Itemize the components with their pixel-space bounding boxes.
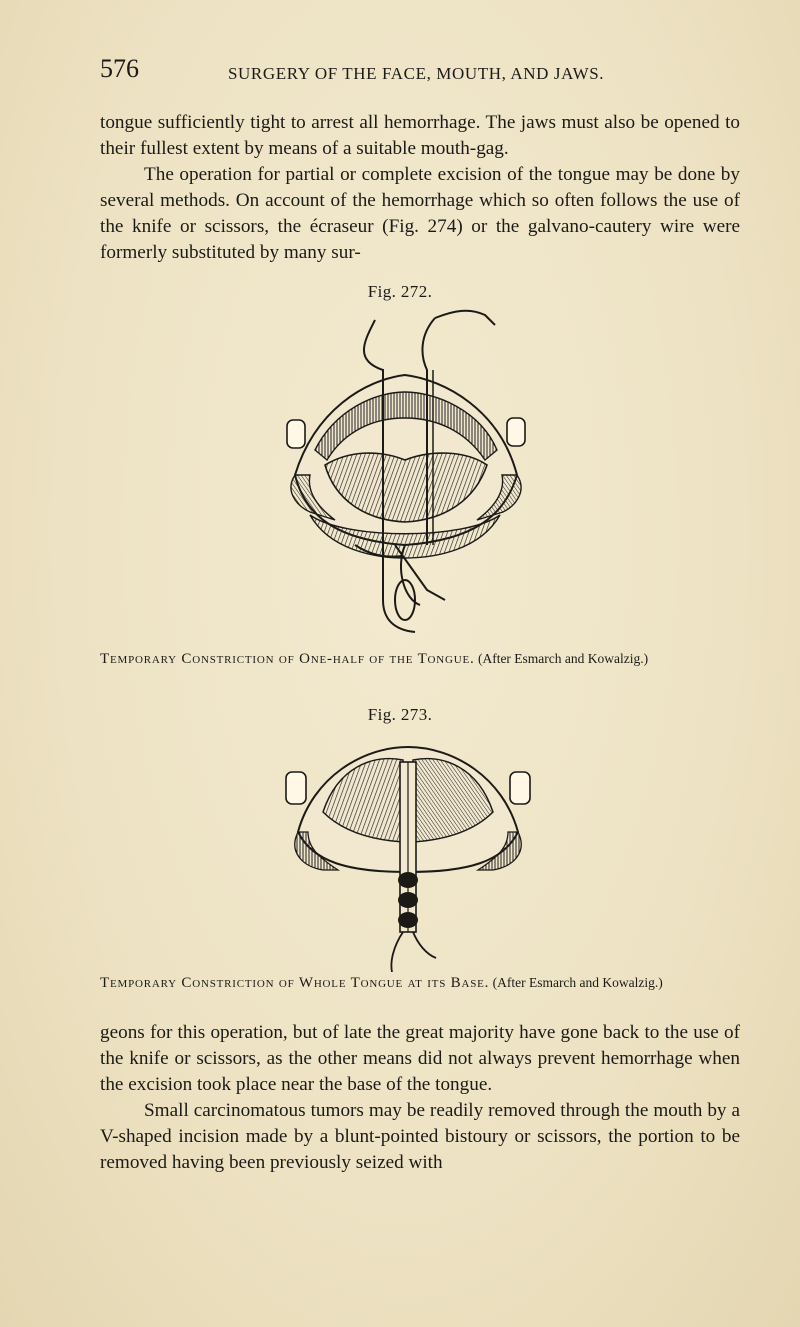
figure-273-caption (100, 975, 740, 992)
paragraph-continued-geons: geons for this operation, but of late the great majority have gone back to the use of the knife or scissors, as the other means did not always prevent hemorrhage when the excision took place near the base of the tongue. (100, 1022, 740, 1095)
figure-273-caption-title: Temporary Constriction of Whole Tongue at its Base. (100, 975, 490, 991)
figure-272-label: Fig. 272. (367, 282, 433, 301)
paragraph-small-tumors: Small carcinomatous tumors may be readily removed through the mouth by a V-shaped incision made by a blunt-pointed bistoury or scissors, the portion to be removed having been previously seized with (100, 1100, 740, 1173)
figure-272-illustration (255, 300, 555, 640)
figure-273-caption-credit: (After Esmarch and Kowalzig.) (492, 975, 663, 990)
figure-272-caption (100, 651, 740, 668)
figure-272-caption-credit: (After Esmarch and Kowalzig.) (477, 651, 649, 666)
figure-273-label: Fig. 273. (367, 705, 433, 724)
top-text-block (100, 110, 740, 266)
running-title: SURGERY OF THE FACE, MOUTH, AND JAWS. (228, 64, 605, 83)
paragraph-continued: tongue sufficiently tight to arrest all hemorrhage. The jaws must also be opened to their fullest extent by means of a suitable mouth-gag. (100, 112, 740, 159)
bottom-text-block (100, 1020, 740, 1176)
figure-272-caption-title: Temporary Constriction of One-half of the Tongue. (100, 651, 475, 667)
figure-273-illustration (278, 722, 538, 972)
paragraph-operation-methods: The operation for partial or complete excision of the tongue may be done by several methods. On account of the hemorrhage which so often follows the use of the knife or scissors, the écraseur (Fig. 274) or the galvano-cautery wire were formerly substituted by many sur- (100, 164, 740, 263)
page-number: 576 (100, 54, 139, 83)
